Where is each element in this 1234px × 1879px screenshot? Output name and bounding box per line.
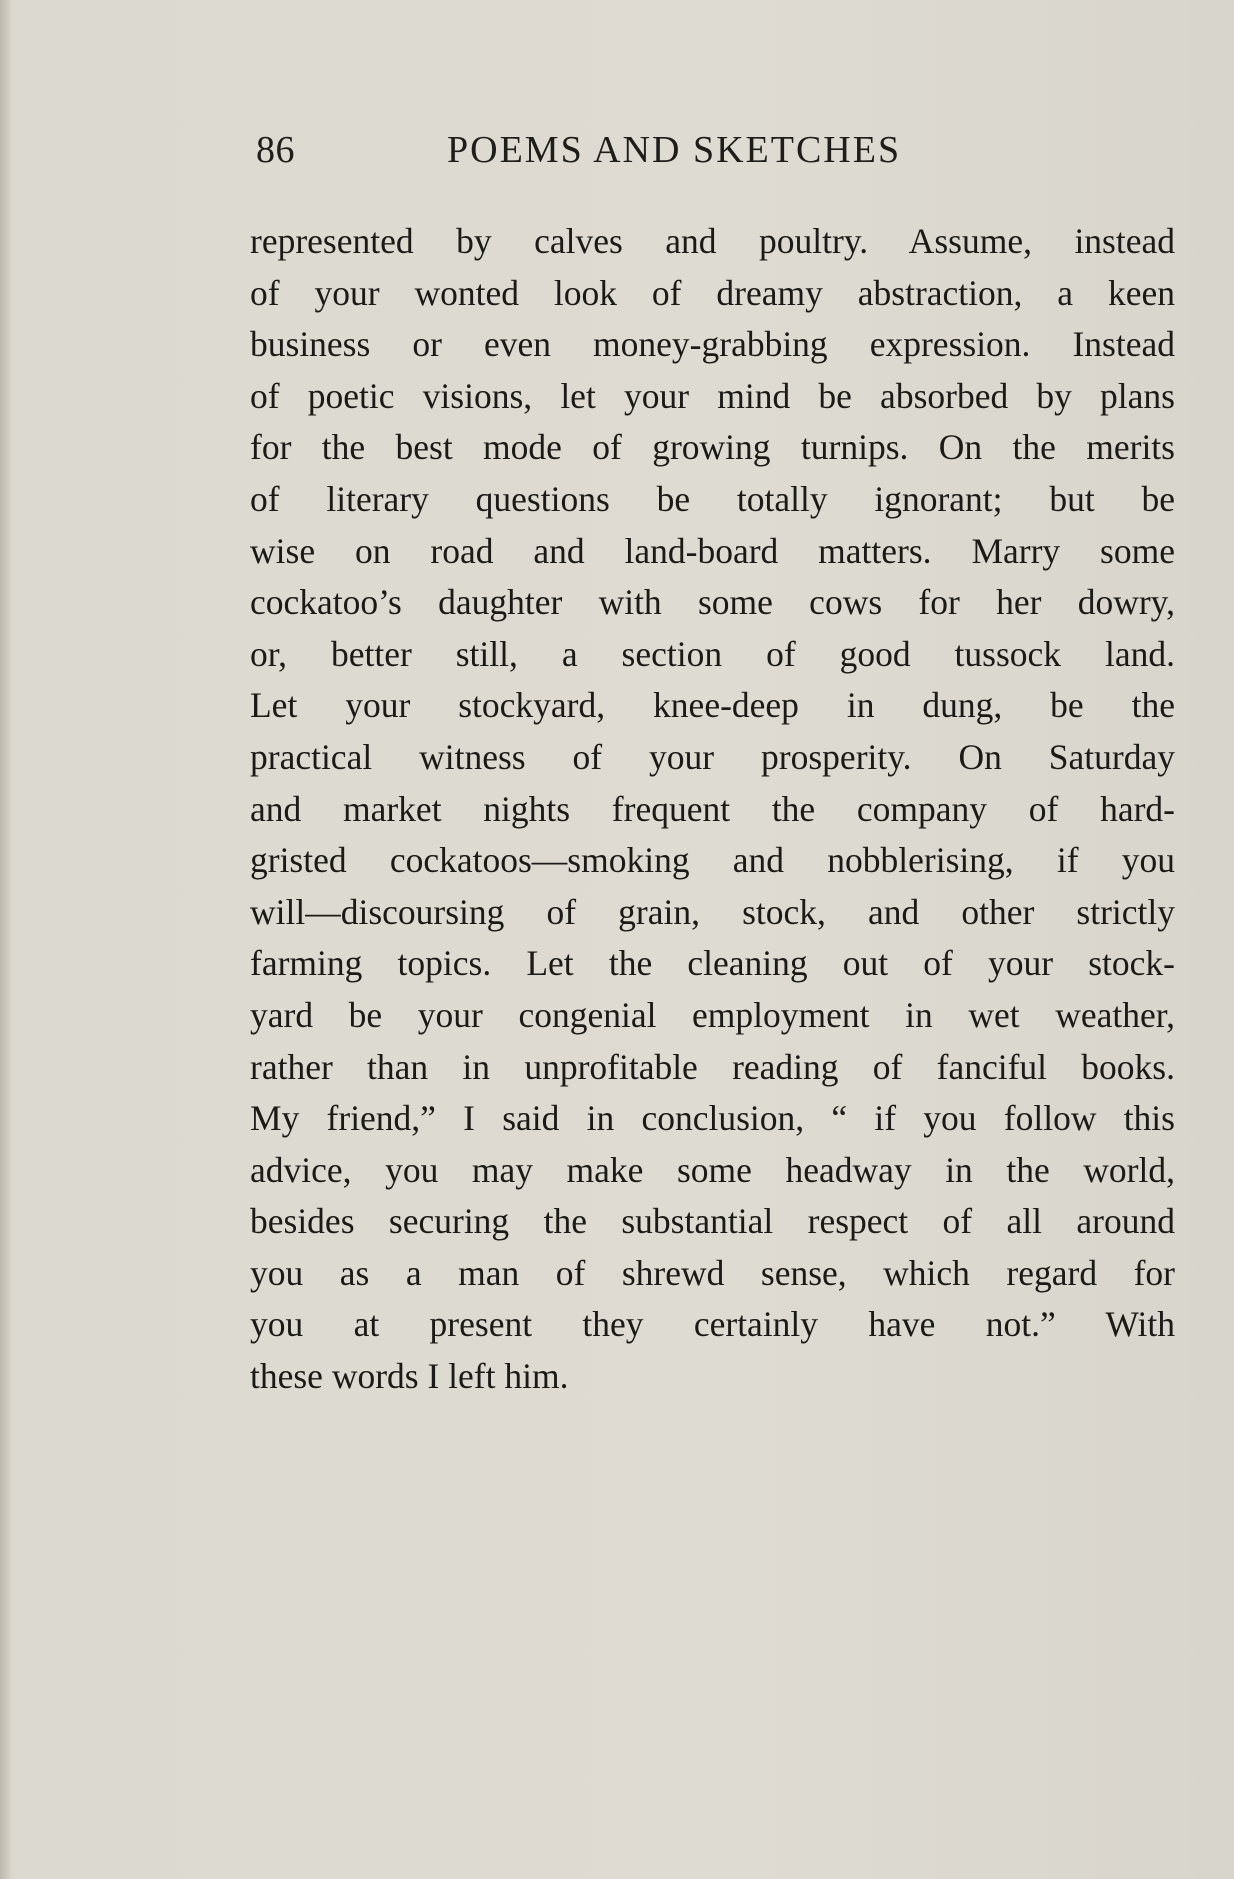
text-line: gristed cockatoos—smoking and nobblerising, if you [250,840,1175,881]
text-line: these words I left him. [250,1356,569,1397]
text-line: of your wonted look of dreamy abstraction, a keen [250,272,1175,313]
text-line: represented by calves and poultry. Assume, instead [250,221,1175,261]
text-line: you as a man of shrewd sense, which regard for [250,1252,1175,1293]
text-line: practical witness of your prosperity. On Saturday [250,736,1175,777]
page-gutter [0,0,10,1879]
body-paragraph [250,216,1175,1403]
page-header [252,128,992,178]
text-line: or, better still, a section of good tussock land. [250,633,1175,674]
page-number: 86 [256,129,295,171]
text-line: advice, you may make some headway in the world, [250,1149,1175,1190]
text-line: business or even money-grabbing expression. Instead [250,324,1175,365]
text-line: of poetic visions, let your mind be absorbed by plans [250,375,1175,416]
text-line: rather than in unprofitable reading of fanciful books. [250,1046,1175,1087]
text-line: of literary questions be totally ignorant; but be [250,478,1175,519]
text-line: and market nights frequent the company of hard- [250,788,1175,829]
text-line: you at present they certainly have not.” With [250,1304,1175,1345]
text-line: wise on road and land-board matters. Marry some [250,530,1175,571]
text-line: yard be your congenial employment in wet weather, [250,994,1175,1035]
text-line: My friend,” I said in conclusion, “ if you follow this [250,1098,1175,1139]
text-line: for the best mode of growing turnips. On the merits [250,427,1175,468]
text-line: farming topics. Let the cleaning out of your stock- [250,943,1175,984]
text-line: Let your stockyard, knee-deep in dung, be the [250,685,1175,726]
running-title: POEMS AND SKETCHES [447,129,902,171]
text-line: will—discoursing of grain, stock, and other strictly [250,891,1175,932]
text-line: besides securing the substantial respect of all around [250,1201,1175,1242]
text-line: cockatoo’s daughter with some cows for her dowry, [250,582,1175,623]
